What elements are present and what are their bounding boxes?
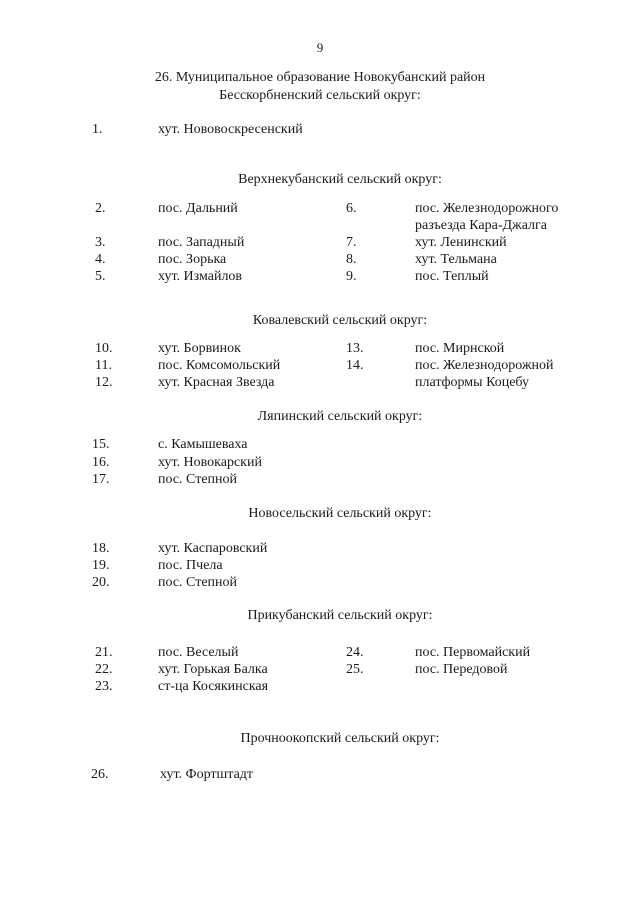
section-title-besskorbnensky: Бесскорбненский сельский округ: [219, 88, 421, 103]
item-number: 5. [95, 269, 106, 284]
item-number: 24. [346, 645, 364, 660]
item-number: 8. [346, 252, 357, 267]
section-title-prochnookopsky: Прочноокопский сельский округ: [240, 731, 440, 746]
settlement-name: пос. Мирнской [415, 341, 505, 356]
document-heading: 26. Муниципальное образование Новокубанский район [154, 70, 486, 85]
item-number: 19. [92, 558, 110, 573]
item-number: 4. [95, 252, 106, 267]
item-number: 1. [92, 122, 103, 137]
item-number: 17. [92, 472, 110, 487]
settlement-name: пос. Железнодорожного [415, 201, 559, 216]
item-number: 7. [346, 235, 357, 250]
settlement-name: пос. Степной [158, 575, 238, 590]
item-number: 15. [92, 437, 110, 452]
item-number: 22. [95, 662, 113, 677]
item-number: 10. [95, 341, 113, 356]
settlement-name: пос. Теплый [415, 269, 489, 284]
section-title-verkhnekubansky: Верхнекубанский сельский округ: [238, 172, 442, 187]
item-number: 3. [95, 235, 106, 250]
item-number: 2. [95, 201, 106, 216]
settlement-name: хут. Тельмана [415, 252, 497, 267]
item-number: 21. [95, 645, 113, 660]
settlement-name: хут. Ленинский [415, 235, 507, 250]
settlement-name: пос. Зорька [158, 252, 227, 267]
settlement-name: хут. Фортштадт [160, 767, 254, 782]
section-title-prikubansky: Прикубанский сельский округ: [247, 608, 433, 623]
settlement-name: хут. Измайлов [158, 269, 243, 284]
settlement-name: хут. Нововоскресенский [158, 122, 303, 137]
item-number: 9. [346, 269, 357, 284]
settlement-name: хут. Красная Звезда [158, 375, 275, 390]
settlement-name: пос. Пчела [158, 558, 223, 573]
settlement-name: пос. Веселый [158, 645, 239, 660]
settlement-name: с. Камышеваха [158, 437, 248, 452]
page-number: 9 [316, 40, 324, 55]
settlement-name: хут. Новокарский [158, 455, 262, 470]
settlement-name: пос. Железнодорожной [415, 358, 554, 373]
settlement-name: хут. Борвинок [158, 341, 241, 356]
section-title-kovalevsky: Ковалевский сельский округ: [252, 313, 428, 328]
settlement-name: пос. Первомайский [415, 645, 531, 660]
item-number: 6. [346, 201, 357, 216]
section-title-lyapinsky: Ляпинский сельский округ: [257, 409, 423, 424]
item-number: 11. [95, 358, 112, 373]
item-number: 14. [346, 358, 364, 373]
settlement-name: хут. Горькая Балка [158, 662, 268, 677]
settlement-name-continued: платформы Коцебу [415, 375, 530, 390]
settlement-name: хут. Каспаровский [158, 541, 268, 556]
settlement-name: ст-ца Косякинская [158, 679, 269, 694]
section-title-novoselsky: Новосельский сельский округ: [248, 506, 432, 521]
item-number: 26. [91, 767, 109, 782]
settlement-name: пос. Степной [158, 472, 238, 487]
item-number: 18. [92, 541, 110, 556]
settlement-name-continued: разъезда Кара-Джалга [415, 218, 547, 233]
settlement-name: пос. Передовой [415, 662, 508, 677]
settlement-name: пос. Комсомольский [158, 358, 281, 373]
settlement-name: пос. Западный [158, 235, 245, 250]
item-number: 16. [92, 455, 110, 470]
item-number: 25. [346, 662, 364, 677]
item-number: 13. [346, 341, 364, 356]
item-number: 20. [92, 575, 110, 590]
settlement-name: пос. Дальний [158, 201, 238, 216]
item-number: 23. [95, 679, 113, 694]
item-number: 12. [95, 375, 113, 390]
